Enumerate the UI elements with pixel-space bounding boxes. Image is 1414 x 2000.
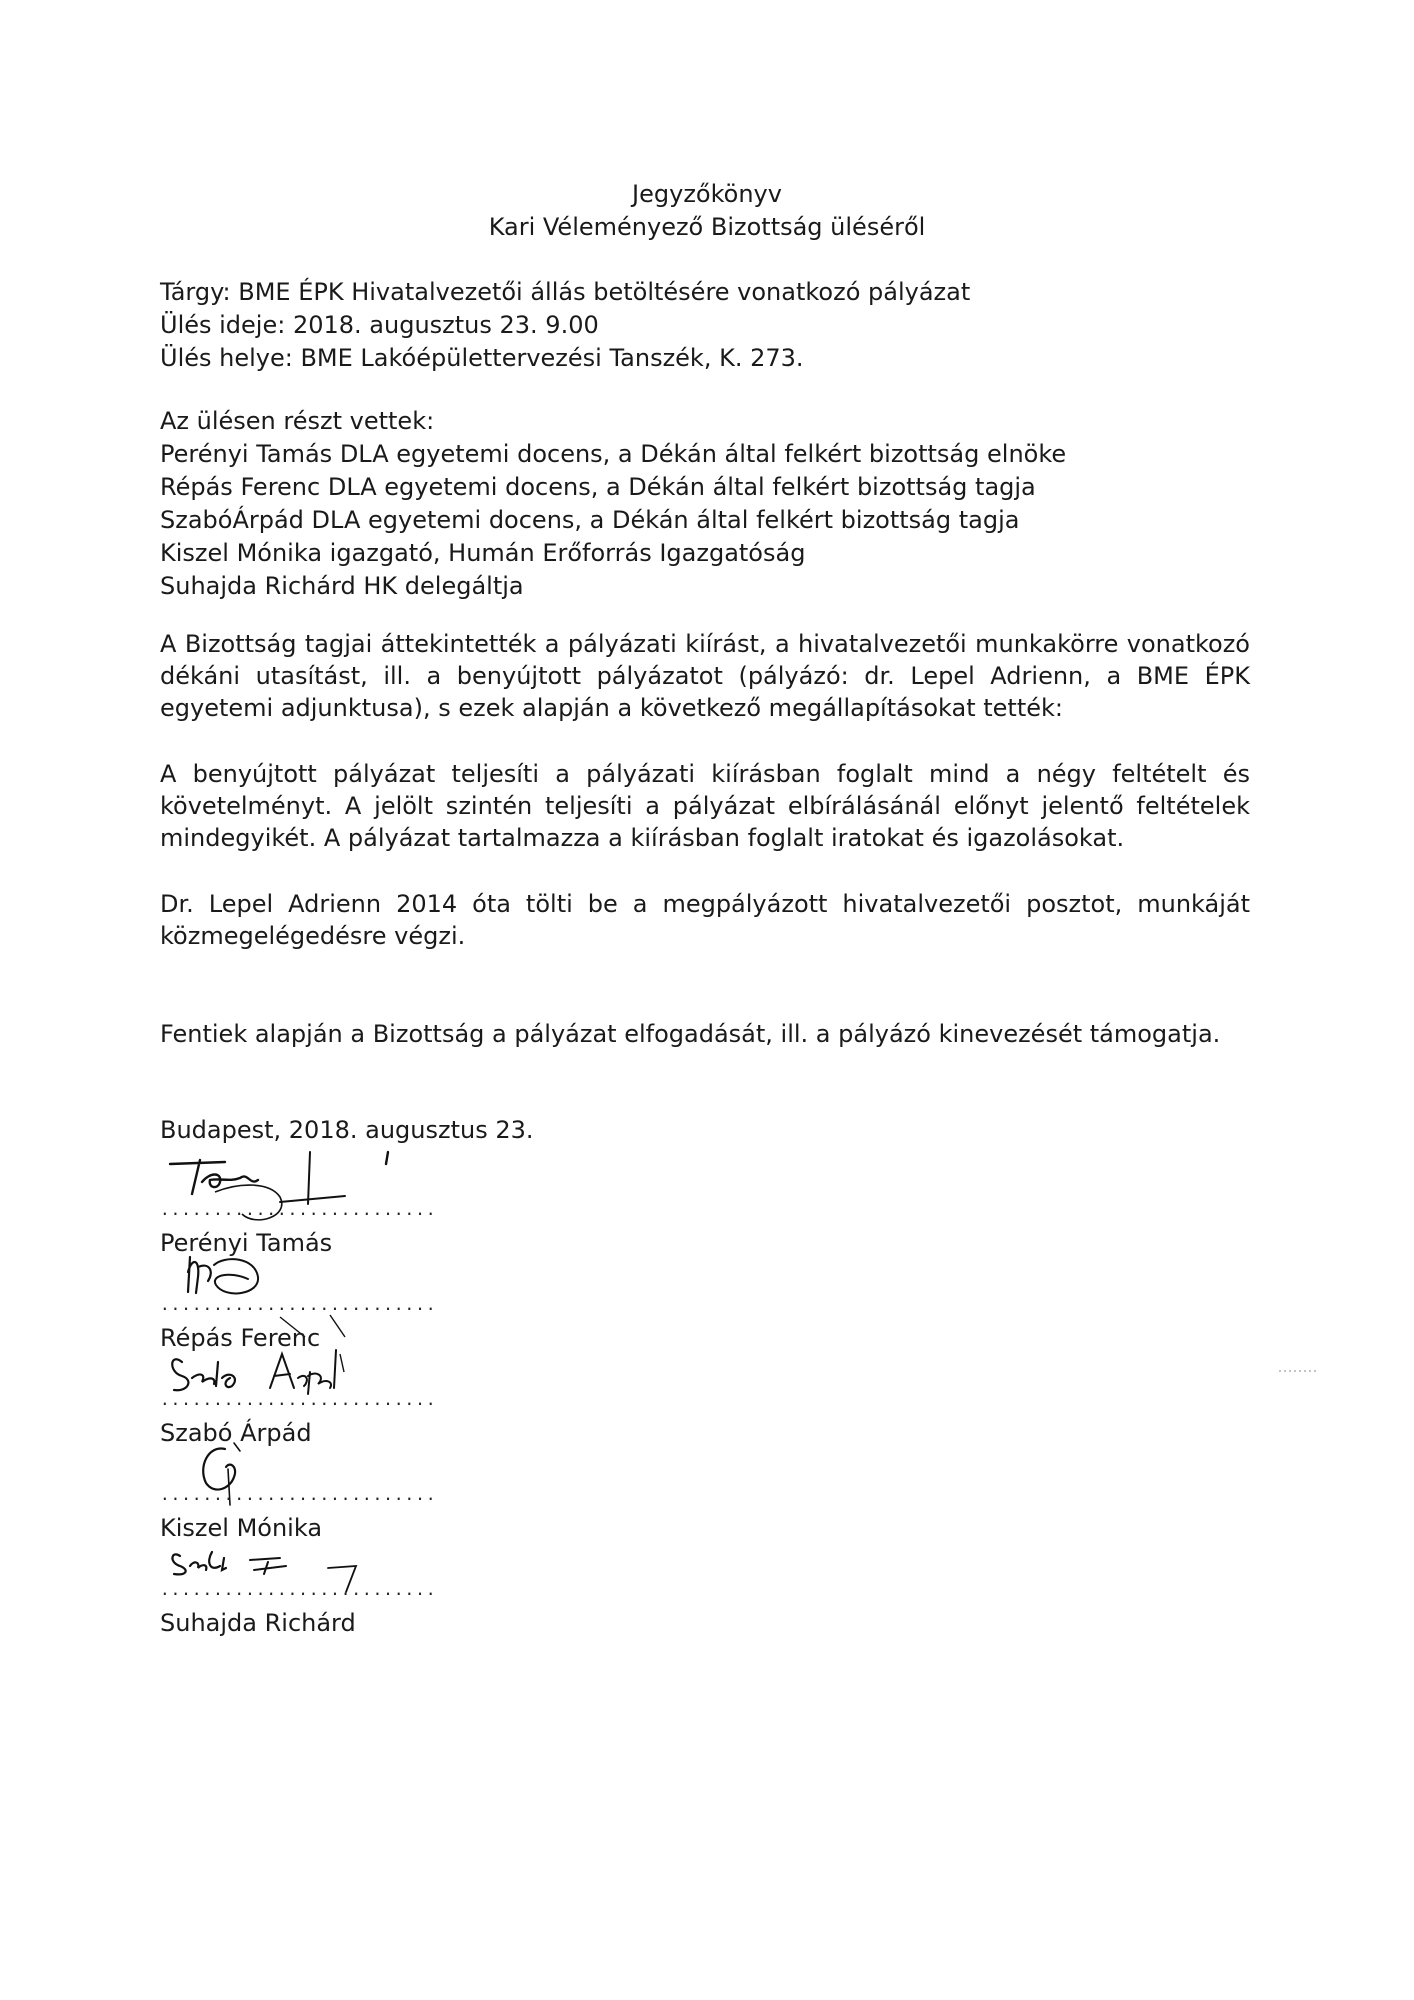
attendee-item: Kiszel Mónika igazgató, Humán Erőforrás Igazgatóság: [160, 539, 806, 567]
signatory-name: Perényi Tamás: [160, 1229, 333, 1257]
attendees-heading: Az ülésen részt vettek:: [160, 407, 435, 435]
signatory-name: Kiszel Mónika: [160, 1514, 323, 1542]
attendees-section: [160, 405, 1066, 603]
attendee-item: Suhajda Richárd HK delegáltja: [160, 572, 524, 600]
body-paragraph-findings: A benyújtott pályázat teljesíti a pályázati kiírásban foglalt mind a négy feltételt és követelményt. A jelölt szintén teljesíti a pályázat elbírálásánál előnyt jelentő feltételek mindegyikét. A pályázat tartalmazza a kiírásban foglalt iratokat és igazolásokat.: [160, 760, 1250, 852]
signature-line: ..........................: [160, 1200, 437, 1219]
signature-line: ..........................: [160, 1295, 437, 1314]
document-header: [0, 178, 1414, 244]
meta-time: Ülés ideje: 2018. augusztus 23. 9.00: [160, 311, 599, 339]
scan-artifact: [1279, 1370, 1319, 1372]
body-paragraph-candidate: Dr. Lepel Adrienn 2014 óta tölti be a megpályázott hivatalvezetői posztot, munkáját közmegelégedésre végzi.: [160, 890, 1250, 950]
signature-line: ..........................: [160, 1580, 437, 1599]
signature-line: ..........................: [160, 1390, 437, 1409]
meta-subject: Tárgy: BME ÉPK Hivatalvezetői állás betöltésére vonatkozó pályázat: [160, 278, 971, 306]
body-paragraph-review: A Bizottság tagjai áttekintették a pályázati kiírást, a hivatalvezetői munkakörre vonatkozó dékáni utasítást, ill. a benyújtott pályázatot (pályázó: dr. Lepel Adrienn, a BME ÉPK egyetemi adjunktusa), s ezek alapján a következő megállapításokat tették:: [160, 630, 1250, 722]
meeting-meta: [160, 276, 970, 375]
signatory-name: Szabó Árpád: [160, 1419, 312, 1447]
meta-place: Ülés helye: BME Lakóépülettervezési Tanszék, K. 273.: [160, 344, 804, 372]
document-title: Jegyzőkönyv: [632, 180, 782, 208]
attendee-item: SzabóÁrpád DLA egyetemi docens, a Dékán által felkért bizottság tagja: [160, 506, 1020, 534]
attendee-item: Perényi Tamás DLA egyetemi docens, a Dékán által felkért bizottság elnöke: [160, 440, 1067, 468]
signature-block: [160, 1550, 437, 1645]
place-and-date: Budapest, 2018. augusztus 23.: [160, 1116, 534, 1144]
signatory-name: Répás Ferenc: [160, 1324, 321, 1352]
document-subtitle: Kari Véleményező Bizottság üléséről: [488, 213, 926, 241]
attendee-item: Répás Ferenc DLA egyetemi docens, a Dékán által felkért bizottság tagja: [160, 473, 1036, 501]
signature-line: ..........................: [160, 1485, 437, 1504]
body-paragraph-conclusion: Fentiek alapján a Bizottság a pályázat elfogadását, ill. a pályázó kinevezését támogatja.: [160, 1020, 1221, 1048]
signatory-name: Suhajda Richárd: [160, 1609, 356, 1637]
